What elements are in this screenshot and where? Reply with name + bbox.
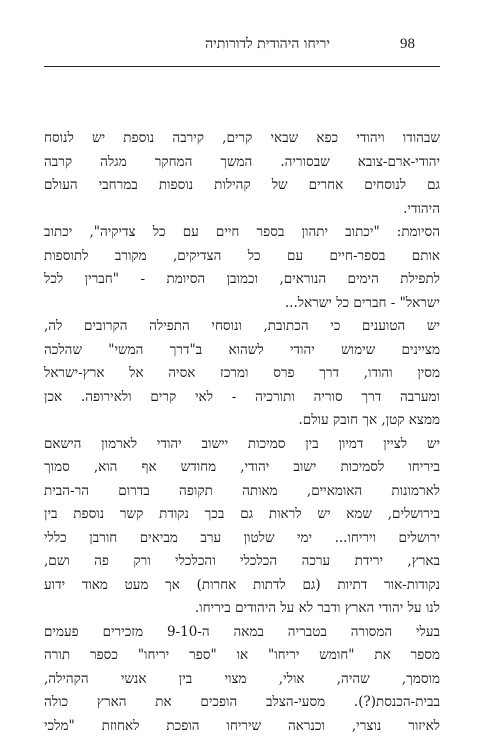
text-line: מספר את "חומש יריחו" או "ספר יריחו" כספר תורה <box>44 644 440 668</box>
text-line: יש לציין דמיון בין סמיכות יישוב יהודי לארמון הישאם <box>44 433 440 457</box>
text-line: לארמונות האומאיים, מאותה תקופה בדרום הר-הבית <box>44 480 440 504</box>
text-line: לתפילת הימים הנוראים, וכמובן הסיומת - "חברין לכל <box>44 268 440 292</box>
text-line: ביריחו לסמיכות ישוב יהודי, מחודש אף הוא, סמוך <box>44 456 440 480</box>
page-header <box>44 28 440 64</box>
body-text <box>44 127 440 738</box>
page-number: 98 <box>400 36 415 53</box>
text-line: ירושלים ויריחו... ימי שלטון ערב מביאים חורבן כללי <box>44 527 440 551</box>
header-rule <box>44 66 440 67</box>
text-line: יהודי-ארם-צובא שבסוריה. המשך המחקר מגלה קרבה <box>44 151 440 175</box>
text-line: נקודות-אור דתיות (גם לדתות אחרות) אך מעט מאוד ידוע <box>44 574 440 598</box>
text-line: ישראל" - חברים כל ישראל... <box>44 292 440 316</box>
text-line: מסין והודו, דרך פרס ומרכז אסיה אל ארץ-ישראל <box>44 362 440 386</box>
text-line: לנו על יהודי הארץ ודבר לא על היהודים ביריחו. <box>44 597 440 621</box>
running-title: יריחו היהודית לדורותיה <box>205 36 330 53</box>
text-line: היהודי. <box>44 198 440 222</box>
text-line: ומערבה דרך סוריה ותורכיה - לאי קרים ולאירופה. אכן <box>44 386 440 410</box>
text-line: הסיומת: "יכתוב יתהון בספר חיים עם כל צדיקיה", יכתוב <box>44 221 440 245</box>
text-line: בירושלים, שמא יש לראות גם בכך נקודת קשר נוספת בין <box>44 503 440 527</box>
text-line: מוסמך, שהיה, אולי, מצוי בין אנשי הקהילה, <box>44 668 440 692</box>
text-line: בעלי המסורה בטבריה במאה ה-9-10 מזכירים פעמים <box>44 621 440 645</box>
text-line: לאיזור נוצרי, וכנראה שיריחו הופכת לאחוזת "מלכי <box>44 715 440 738</box>
text-line: שבהודו ויהודי כפא שבאי קרים, קירבה נוספת יש לנוסח <box>44 127 440 151</box>
text-line: גם לנוסחים אחרים של קהילות נוספות במרחבי העולם <box>44 174 440 198</box>
text-line: ממצא קטן, אך חובק עולם. <box>44 409 440 433</box>
text-line: יש הטוענים כי הכתובת, ונוסחי התפילה הקרובים לה, <box>44 315 440 339</box>
text-line: בבית-הכנסת(?). מסעי-הצלב הופכים את הארץ כולה <box>44 691 440 715</box>
text-line: אותם בספר-חיים עם כל הצדיקים, מקורב לתוספות <box>44 245 440 269</box>
text-line: מציינים שימוש יהודי לשהוא ב"דרך המשי" שהלכה <box>44 339 440 363</box>
text-line: בארץ, ירידת ערכה הכלכלי והכלכלי ורק פה ושם, <box>44 550 440 574</box>
